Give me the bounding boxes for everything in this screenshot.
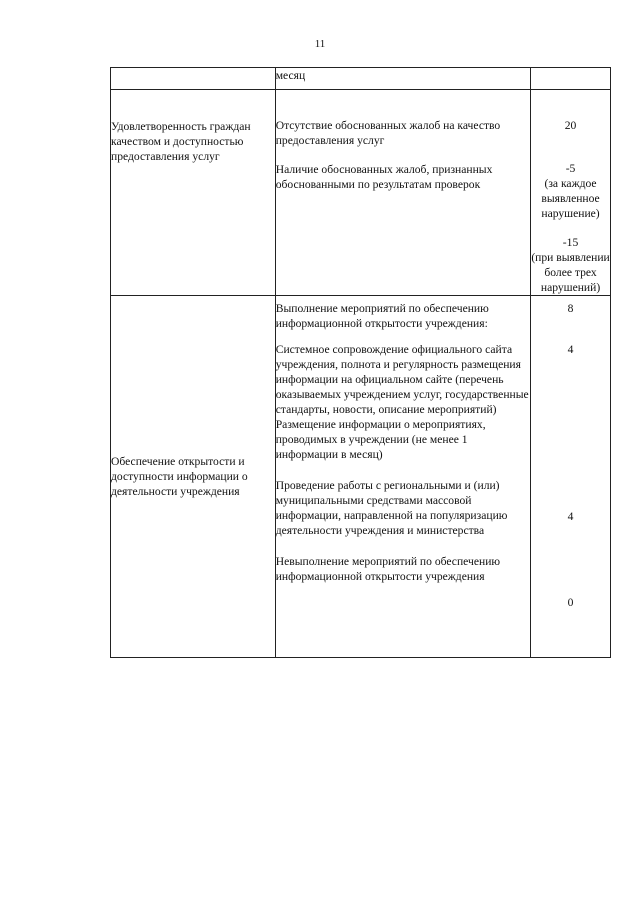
points-cell: [531, 296, 611, 658]
points-value: 8: [567, 302, 574, 315]
indicator-text: месяц: [275, 69, 306, 82]
criterion-text: Удовлетворенность граждан качеством и доступностью предоставления услуг: [111, 120, 251, 163]
indicator-text: Невыполнение мероприятий по обеспечению информационной открытости учреждения: [275, 555, 501, 583]
indicator-text: Наличие обоснованных жалоб, признанных обоснованными по результатам проверок: [275, 163, 493, 191]
points-value: 4: [567, 510, 574, 523]
criterion-cell: [111, 68, 276, 90]
points-note: (при выявлении более трех нарушений): [531, 251, 610, 294]
table-row: [111, 90, 611, 296]
criterion-cell: [111, 296, 276, 658]
points-value: 20: [564, 119, 577, 132]
points-value: -15: [562, 236, 579, 249]
indicator-text: Системное сопровождение официального сайта учреждения, полнота и регулярность размещения информации на официальном сайте (перечень оказываемых учреждением услуг, государственные стандарты, новости, описание мероприятий) Размещение информации о мероприятиях, проводимых в учреждении (не менее 1 информации в месяц): [275, 343, 529, 461]
indicator-cell: [275, 68, 530, 90]
points-cell: [531, 68, 611, 90]
points-note: (за каждое выявленное нарушение): [541, 177, 600, 220]
points-value: 4: [567, 343, 574, 356]
indicator-text: Отсутствие обоснованных жалоб на качество предоставления услуг: [275, 119, 501, 147]
criterion-text: Обеспечение открытости и доступности информации о деятельности учреждения: [111, 455, 248, 498]
criterion-cell: [111, 90, 276, 296]
points-value: -5: [565, 162, 576, 175]
table-row: [111, 68, 611, 90]
points-cell: [531, 90, 611, 296]
table-row: [111, 296, 611, 658]
indicator-text: Выполнение мероприятий по обеспечению информационной открытости учреждения:: [275, 302, 489, 330]
indicator-cell: [275, 90, 530, 296]
indicator-cell: [275, 296, 530, 658]
page-number: 11: [314, 38, 326, 50]
criteria-table: [110, 67, 611, 658]
points-value: 0: [567, 596, 574, 609]
indicator-text: Проведение работы с региональными и (или) муниципальными средствами массовой информации, направленной на популяризацию деятельности учреждения и министерства: [275, 479, 508, 537]
